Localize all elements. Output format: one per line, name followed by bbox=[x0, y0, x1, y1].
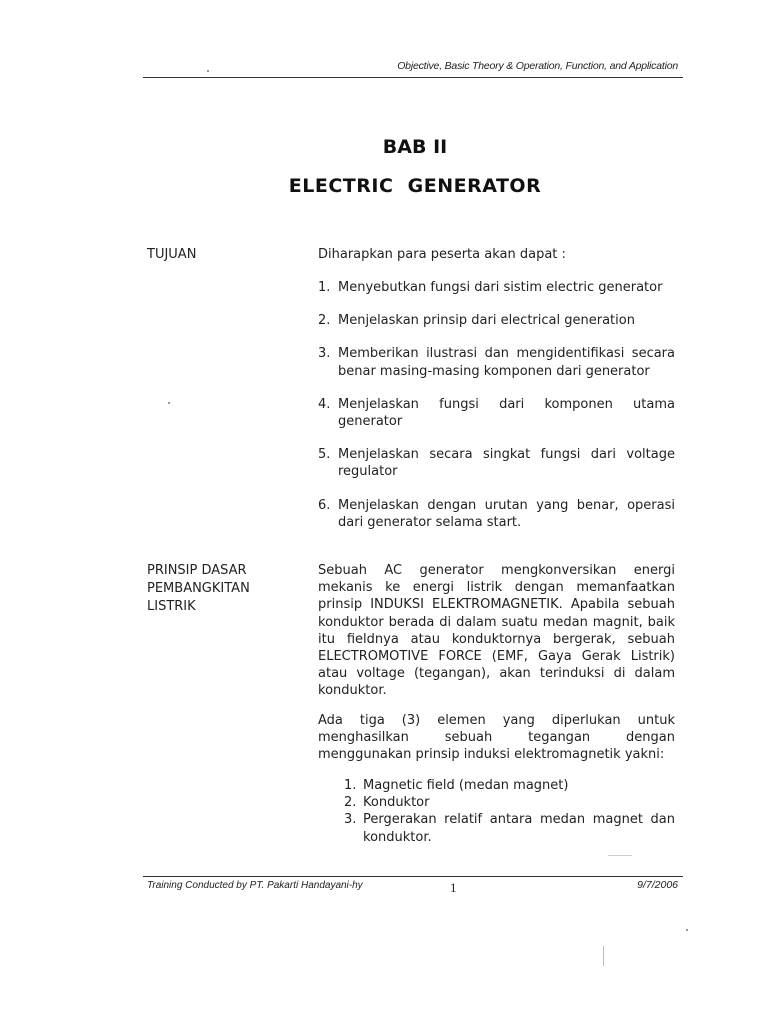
list-item bbox=[344, 777, 675, 794]
footer-credit: Training Conducted by PT. Pakarti Handayani-hy bbox=[147, 880, 363, 891]
list-text: Menjelaskan fungsi dari komponen utama generator bbox=[338, 396, 675, 430]
page-number: 1 bbox=[450, 880, 457, 895]
list-item bbox=[318, 279, 675, 296]
list-text: Menjelaskan dengan urutan yang benar, operasi dari generator selama start. bbox=[338, 497, 675, 530]
list-number: 6. bbox=[318, 497, 331, 513]
tujuan-intro: Diharapkan para peserta akan dapat : bbox=[318, 247, 566, 262]
list-item bbox=[344, 811, 675, 845]
list-text: Memberikan ilustrasi dan mengidentifikasi secara benar masing-masing komponen dari generator bbox=[338, 346, 675, 379]
list-number: 3. bbox=[318, 346, 331, 362]
list-text: Pergerakan relatif antara medan magnet dan konduktor. bbox=[363, 812, 675, 845]
tujuan-label: TUJUAN bbox=[147, 247, 197, 262]
scan-speck bbox=[686, 929, 688, 931]
scan-mark bbox=[608, 855, 632, 856]
chapter-number: BAB II bbox=[382, 136, 448, 158]
prinsip-label-line: PEMBANGKITAN bbox=[147, 581, 250, 596]
list-text: Magnetic field (medan magnet) bbox=[363, 778, 569, 793]
footer-rule bbox=[143, 876, 683, 877]
prinsip-label-line: PRINSIP DASAR bbox=[147, 563, 247, 578]
chapter-title: ELECTRIC GENERATOR bbox=[288, 175, 542, 197]
list-text: Menyebutkan fungsi dari sistim electric generator bbox=[338, 280, 663, 295]
list-text: Menjelaskan secara singkat fungsi dari voltage regulator bbox=[338, 447, 675, 480]
scan-speck bbox=[207, 70, 209, 72]
prinsip-label bbox=[147, 562, 250, 616]
scan-speck bbox=[168, 402, 170, 404]
list-item bbox=[318, 446, 675, 480]
list-item bbox=[318, 396, 675, 430]
scan-mark bbox=[603, 946, 604, 966]
list-text: Menjelaskan prinsip dari electrical generation bbox=[338, 313, 635, 329]
header-rule bbox=[143, 77, 683, 78]
list-number: 3. bbox=[344, 812, 357, 828]
list-number: 2. bbox=[318, 313, 331, 329]
list-item bbox=[318, 497, 675, 531]
list-number: 4. bbox=[318, 396, 331, 412]
prinsip-paragraph-1: Sebuah AC generator mengkonversikan energi mekanis ke energi listrik dengan memanfaatkan prinsip INDUKSI ELEKTROMAGNETIK. Apabila sebuah konduktor berada di dalam suatu medan magnit, baik itu fieldnya atau konduktornya bergerak, sebuah ELECTROMOTIVE FORCE (EMF, Gaya Gerak Listrik) atau voltage (tegangan), akan terinduksi di dalam konduktor. bbox=[318, 563, 675, 699]
objectives-list bbox=[318, 279, 675, 547]
elements-list bbox=[344, 777, 675, 846]
footer-date: 9/7/2006 bbox=[637, 879, 678, 891]
list-number: 5. bbox=[318, 447, 331, 463]
list-number: 1. bbox=[344, 778, 357, 793]
running-header: Objective, Basic Theory & Operation, Function, and Application bbox=[397, 60, 678, 72]
list-number: 1. bbox=[318, 280, 331, 295]
prinsip-label-line: LISTRIK bbox=[147, 599, 196, 614]
list-item bbox=[318, 345, 675, 379]
prinsip-paragraph-2: Ada tiga (3) elemen yang diperlukan untuk menghasilkan sebuah tegangan dengan menggunakan prinsip induksi elektromagnetik yakni: bbox=[318, 713, 675, 763]
list-text: Konduktor bbox=[363, 795, 430, 811]
list-number: 2. bbox=[344, 795, 357, 811]
list-item bbox=[344, 794, 675, 811]
list-item bbox=[318, 312, 675, 329]
